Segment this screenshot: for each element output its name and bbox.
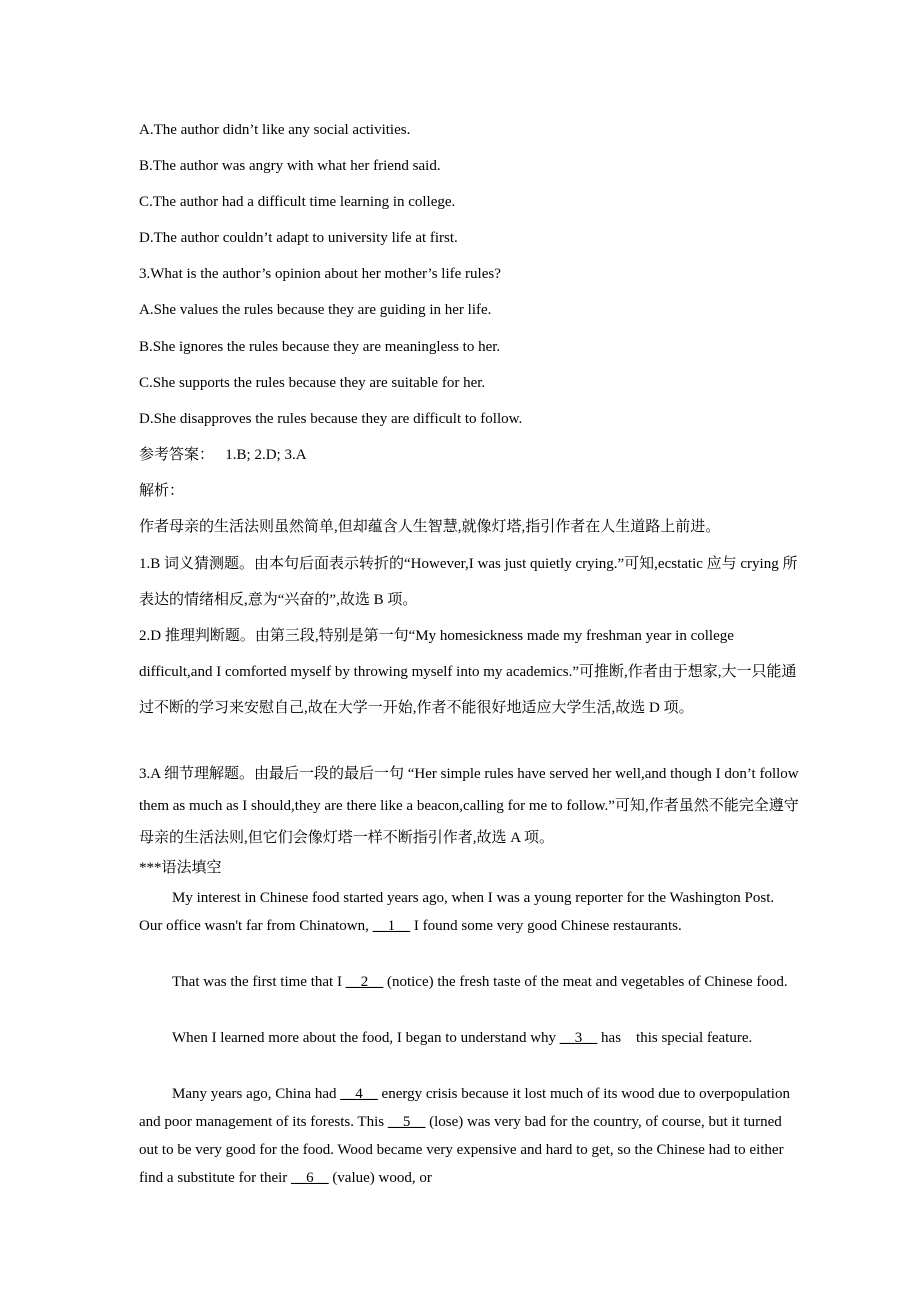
q3-option-a: A.She values the rules because they are guiding in her life. [139,302,492,318]
analysis-item-1: 1.B 词义猜测题。由本句后面表示转折的“However,I was just quietly crying.”可知,ecstatic 应与 crying 所表达的情绪相反,意为“兴奋的”,故选 B 项。 [139,556,798,608]
blank-4: __4__ [340,1086,378,1102]
grammar-paragraph-4: Many years ago, China had __4__ energy crisis because it lost much of its wood due to overpopulation and poor management of its forests. This __5__ (lose) was very bad for the country, of course, but it turned out to be very good for the food. Wood became very expensive and hard to get, so the Chinese had to either find a substitute for their __6__ (value) wood, or [139,1086,790,1186]
grammar-heading: ***语法填空 [139,860,222,876]
answer-label: 参考答案： [139,447,215,463]
q3-option-c: C.She supports the rules because they are suitable for her. [139,375,486,391]
q2-option-a: A.The author didn’t like any social activities. [139,122,411,138]
q2-option-d: D.The author couldn’t adapt to university life at first. [139,230,458,246]
blank-1: __1__ [372,918,411,934]
q3-question: 3.What is the author’s opinion about her mother’s life rules? [139,266,501,282]
analysis-item-2: 2.D 推理判断题。由第三段,特别是第一句“My homesickness made my freshman year in college difficult,and I comforted myself by throwing myself into my academics.”可推断,作者由于想家,大一只能通过不断的学习来安慰自己,故在大学一开始,作者不能很好地适应大学生活,故选 D 项。 [139,628,797,716]
analysis-label: 解析： [139,483,185,499]
grammar-paragraph-1: My interest in Chinese food started years ago, when I was a young reporter for the Washington Post. Our office wasn't far from Chinatown, __1__ I found some very good Chinese restaurants. [139,890,775,934]
answer-key [139,445,307,465]
q3-option-d: D.She disapproves the rules because they are difficult to follow. [139,411,523,427]
blank-6: __6__ [291,1170,329,1186]
analysis-item-3: 3.A 细节理解题。由最后一段的最后一句 “Her simple rules have served her well,and though I don’t follow them as much as I should,they are there like a beacon,calling for me to follow.”可知,作者虽然不能完全遵守母亲的生活法则,但它们会像灯塔一样不断指引作者,故选 A 项。 [139,766,799,846]
q3-option-b: B.She ignores the rules because they are meaningless to her. [139,339,501,355]
analysis-summary: 作者母亲的生活法则虽然简单,但却蕴含人生智慧,就像灯塔,指引作者在人生道路上前进。 [139,519,721,535]
grammar-paragraph-2: That was the first time that I __2__ (notice) the fresh taste of the meat and vegetables of Chinese food. [172,974,788,990]
q2-option-b: B.The author was angry with what her friend said. [139,158,441,174]
q2-option-c: C.The author had a difficult time learning in college. [139,194,456,210]
blank-3: __3__ [559,1030,598,1046]
blank-5: __5__ [387,1114,426,1130]
blank-2: __2__ [345,974,384,990]
answer-value: 1.B; 2.D; 3.A [225,447,307,463]
grammar-paragraph-3: When I learned more about the food, I began to understand why __3__ has this special feature. [172,1030,753,1046]
